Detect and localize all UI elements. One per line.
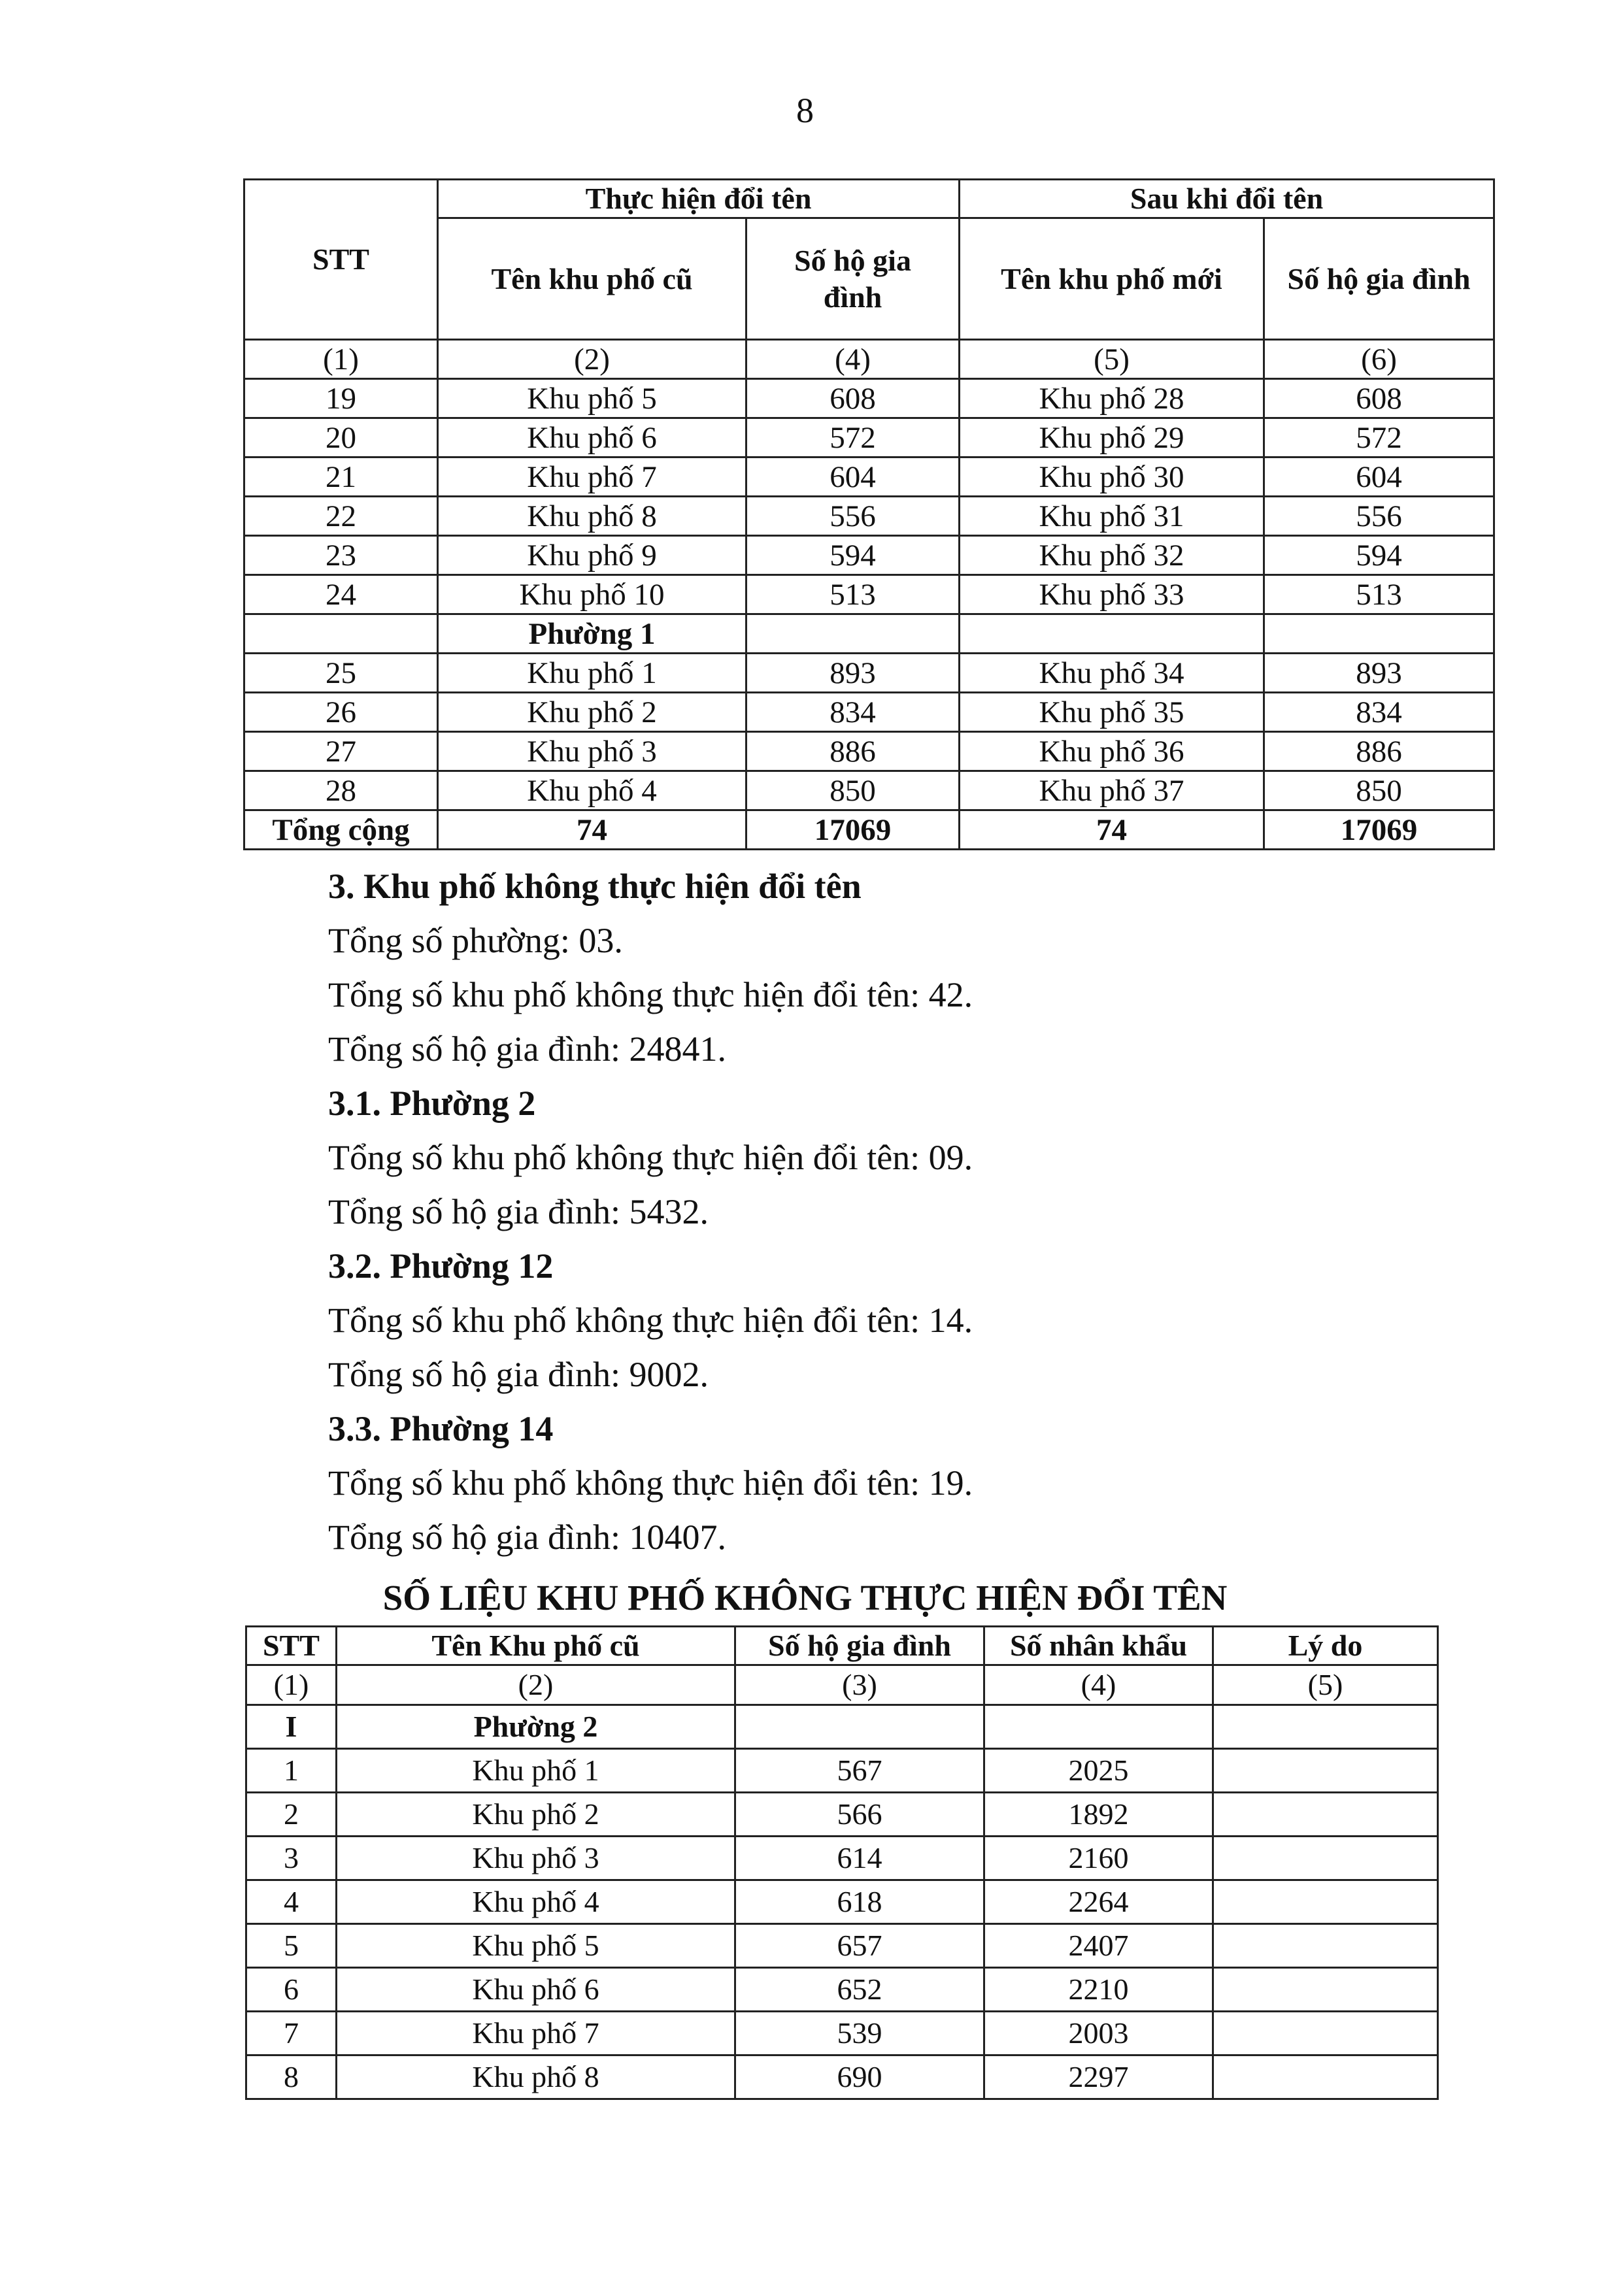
- table-cell: [1213, 1793, 1438, 1837]
- paragraph: Tổng số khu phố không thực hiện đổi tên: 19.: [328, 1463, 973, 1503]
- table-row: [246, 1968, 1438, 2012]
- table-cell: 513: [1264, 575, 1494, 614]
- paragraph: Tổng số hộ gia đình: 9002.: [328, 1355, 709, 1394]
- paragraph: Tổng số hộ gia đình: 24841.: [328, 1029, 726, 1069]
- table-cell: 572: [746, 418, 960, 458]
- table-cell: [984, 1705, 1213, 1749]
- table-row: [246, 1880, 1438, 1924]
- table-cell: 834: [746, 693, 960, 732]
- table-cell: Khu phố 10: [438, 575, 746, 614]
- table-cell: 20: [244, 418, 438, 458]
- paragraph: Tổng số phường: 03.: [328, 921, 623, 960]
- renamed-neighborhoods-table: [243, 178, 1495, 850]
- table-cell: Khu phố 3: [438, 732, 746, 771]
- table-cell: 3: [246, 1837, 337, 1880]
- table-row: [244, 654, 1494, 693]
- table-cell: 26: [244, 693, 438, 732]
- table-cell: 850: [1264, 771, 1494, 810]
- table2-title: SỐ LIỆU KHU PHỐ KHÔNG THỰC HIỆN ĐỔI TÊN: [382, 1578, 1228, 1618]
- table-cell: Khu phố 37: [960, 771, 1264, 810]
- table-cell: 657: [735, 1924, 984, 1968]
- table-cell: Khu phố 4: [337, 1880, 735, 1924]
- table-cell: 5: [246, 1924, 337, 1968]
- table-cell: 594: [1264, 536, 1494, 575]
- table-cell: Khu phố 35: [960, 693, 1264, 732]
- table-cell: 567: [735, 1749, 984, 1793]
- table-cell: 652: [735, 1968, 984, 2012]
- table-cell: Khu phố 5: [337, 1924, 735, 1968]
- table-cell: [1213, 1968, 1438, 2012]
- header-households: Số hộ gia đình: [735, 1627, 984, 1665]
- header-stt: STT: [246, 1627, 337, 1665]
- table-cell: 556: [746, 497, 960, 536]
- table-cell: 572: [1264, 418, 1494, 458]
- table-cell: [746, 614, 960, 654]
- table-row: [246, 1793, 1438, 1837]
- header-new-name: Tên khu phố mới: [960, 218, 1264, 340]
- table-cell: Khu phố 5: [438, 379, 746, 418]
- table-row: [246, 1749, 1438, 1793]
- table-row: [246, 1924, 1438, 1968]
- table-cell: [1213, 1749, 1438, 1793]
- table-cell: 2: [246, 1793, 337, 1837]
- subsection-heading: 3.3. Phường 14: [328, 1409, 554, 1448]
- paragraph: Tổng số hộ gia đình: 10407.: [328, 1518, 726, 1557]
- table-cell: Khu phố 1: [337, 1749, 735, 1793]
- table-row: [244, 536, 1494, 575]
- table-cell: Khu phố 6: [438, 418, 746, 458]
- table-cell: 7: [246, 2012, 337, 2055]
- table-cell: (2): [438, 340, 746, 379]
- header-reason: Lý do: [1213, 1627, 1438, 1665]
- table-cell: 2003: [984, 2012, 1213, 2055]
- table-cell: Khu phố 9: [438, 536, 746, 575]
- table-cell: (6): [1264, 340, 1494, 379]
- table-cell: Khu phố 8: [438, 497, 746, 536]
- table-row: [246, 1837, 1438, 1880]
- table-cell: Khu phố 2: [337, 1793, 735, 1837]
- table-cell: 594: [746, 536, 960, 575]
- table-cell: [1213, 1880, 1438, 1924]
- table-cell: 25: [244, 654, 438, 693]
- section-heading: 3. Khu phố không thực hiện đổi tên: [328, 867, 862, 906]
- table-cell: 23: [244, 536, 438, 575]
- table-cell: 22: [244, 497, 438, 536]
- table-row: [244, 497, 1494, 536]
- table-cell: 74: [960, 810, 1264, 850]
- table-cell: Khu phố 29: [960, 418, 1264, 458]
- table-cell: Khu phố 31: [960, 497, 1264, 536]
- table-cell: (3): [735, 1665, 984, 1705]
- section-3: [328, 859, 1505, 1565]
- table-cell: Khu phố 2: [438, 693, 746, 732]
- table-cell: 1: [246, 1749, 337, 1793]
- table-cell: 604: [746, 458, 960, 497]
- header-households-after: Số hộ gia đình: [1264, 218, 1494, 340]
- table-cell: [1264, 614, 1494, 654]
- table-cell: 886: [746, 732, 960, 771]
- table-cell: Khu phố 32: [960, 536, 1264, 575]
- subsection-heading: 3.1. Phường 2: [328, 1084, 536, 1123]
- table-cell: 886: [1264, 732, 1494, 771]
- paragraph: Tổng số khu phố không thực hiện đổi tên: 09.: [328, 1138, 973, 1177]
- table-cell: 17069: [746, 810, 960, 850]
- table-cell: (4): [746, 340, 960, 379]
- table-cell: [960, 614, 1264, 654]
- total-label: Tổng cộng: [244, 810, 438, 850]
- table-cell: 21: [244, 458, 438, 497]
- section-number: I: [246, 1705, 337, 1749]
- table-cell: 850: [746, 771, 960, 810]
- table-cell: (5): [960, 340, 1264, 379]
- table-row: [244, 575, 1494, 614]
- table-cell: [735, 1705, 984, 1749]
- table-cell: 8: [246, 2055, 337, 2099]
- header-old-name: Tên khu phố cũ: [438, 218, 746, 340]
- table-row: [244, 458, 1494, 497]
- table-row: [244, 771, 1494, 810]
- table-cell: (1): [246, 1665, 337, 1705]
- table-cell: 2297: [984, 2055, 1213, 2099]
- table-cell: (5): [1213, 1665, 1438, 1705]
- index-row: [244, 340, 1494, 379]
- table-cell: Khu phố 1: [438, 654, 746, 693]
- table-cell: [244, 614, 438, 654]
- table-cell: 539: [735, 2012, 984, 2055]
- table-cell: 608: [1264, 379, 1494, 418]
- paragraph: Tổng số hộ gia đình: 5432.: [328, 1192, 709, 1231]
- table-cell: (2): [337, 1665, 735, 1705]
- header-stt: STT: [244, 180, 438, 340]
- table-cell: 556: [1264, 497, 1494, 536]
- table-cell: Khu phố 6: [337, 1968, 735, 2012]
- table-cell: 893: [1264, 654, 1494, 693]
- section-label: Phường 1: [438, 614, 746, 654]
- table-cell: [1213, 1705, 1438, 1749]
- table-cell: 28: [244, 771, 438, 810]
- table-cell: Khu phố 3: [337, 1837, 735, 1880]
- index-row: [246, 1665, 1438, 1705]
- table-cell: 618: [735, 1880, 984, 1924]
- table-cell: (1): [244, 340, 438, 379]
- table-cell: 2407: [984, 1924, 1213, 1968]
- table-cell: 74: [438, 810, 746, 850]
- table-cell: (4): [984, 1665, 1213, 1705]
- table-cell: 614: [735, 1837, 984, 1880]
- table-cell: Khu phố 7: [337, 2012, 735, 2055]
- table-cell: Khu phố 28: [960, 379, 1264, 418]
- table-cell: 513: [746, 575, 960, 614]
- table-cell: Khu phố 36: [960, 732, 1264, 771]
- total-row: [244, 810, 1494, 850]
- table-cell: [1213, 2055, 1438, 2099]
- header-group-before: Thực hiện đổi tên: [438, 180, 960, 218]
- table-cell: 4: [246, 1880, 337, 1924]
- table-cell: 2160: [984, 1837, 1213, 1880]
- header-group-after: Sau khi đổi tên: [960, 180, 1494, 218]
- table-row: [244, 693, 1494, 732]
- table-cell: 604: [1264, 458, 1494, 497]
- table-cell: Khu phố 8: [337, 2055, 735, 2099]
- header-households-before: Số hộ gia đình: [746, 218, 960, 340]
- paragraph: Tổng số khu phố không thực hiện đổi tên: 42.: [328, 975, 973, 1014]
- section-row: [246, 1705, 1438, 1749]
- unrenamed-neighborhoods-table: [245, 1625, 1439, 2100]
- table-cell: 6: [246, 1968, 337, 2012]
- table-cell: 27: [244, 732, 438, 771]
- table-cell: Khu phố 30: [960, 458, 1264, 497]
- table-row: [246, 2055, 1438, 2099]
- page-number: 8: [796, 91, 814, 130]
- table-cell: 19: [244, 379, 438, 418]
- table-cell: 690: [735, 2055, 984, 2099]
- table-row: [246, 2012, 1438, 2055]
- header-old-name: Tên Khu phố cũ: [337, 1627, 735, 1665]
- subsection-heading: 3.2. Phường 12: [328, 1246, 554, 1286]
- table-row: [244, 379, 1494, 418]
- table-cell: Khu phố 4: [438, 771, 746, 810]
- table-cell: [1213, 2012, 1438, 2055]
- table-cell: 1892: [984, 1793, 1213, 1837]
- table-cell: [1213, 1924, 1438, 1968]
- table-cell: Khu phố 33: [960, 575, 1264, 614]
- table-cell: Khu phố 7: [438, 458, 746, 497]
- section-label: Phường 2: [337, 1705, 735, 1749]
- table-cell: 24: [244, 575, 438, 614]
- table-cell: 834: [1264, 693, 1494, 732]
- paragraph: Tổng số khu phố không thực hiện đổi tên: 14.: [328, 1301, 973, 1340]
- table-cell: 566: [735, 1793, 984, 1837]
- table-row: [244, 732, 1494, 771]
- table-cell: [1213, 1837, 1438, 1880]
- table-cell: 2264: [984, 1880, 1213, 1924]
- table-cell: 2025: [984, 1749, 1213, 1793]
- table-row: [244, 418, 1494, 458]
- table-cell: Khu phố 34: [960, 654, 1264, 693]
- section-row: [244, 614, 1494, 654]
- table-cell: 893: [746, 654, 960, 693]
- header-population: Số nhân khẩu: [984, 1627, 1213, 1665]
- table-cell: 2210: [984, 1968, 1213, 2012]
- table-cell: 17069: [1264, 810, 1494, 850]
- table-cell: 608: [746, 379, 960, 418]
